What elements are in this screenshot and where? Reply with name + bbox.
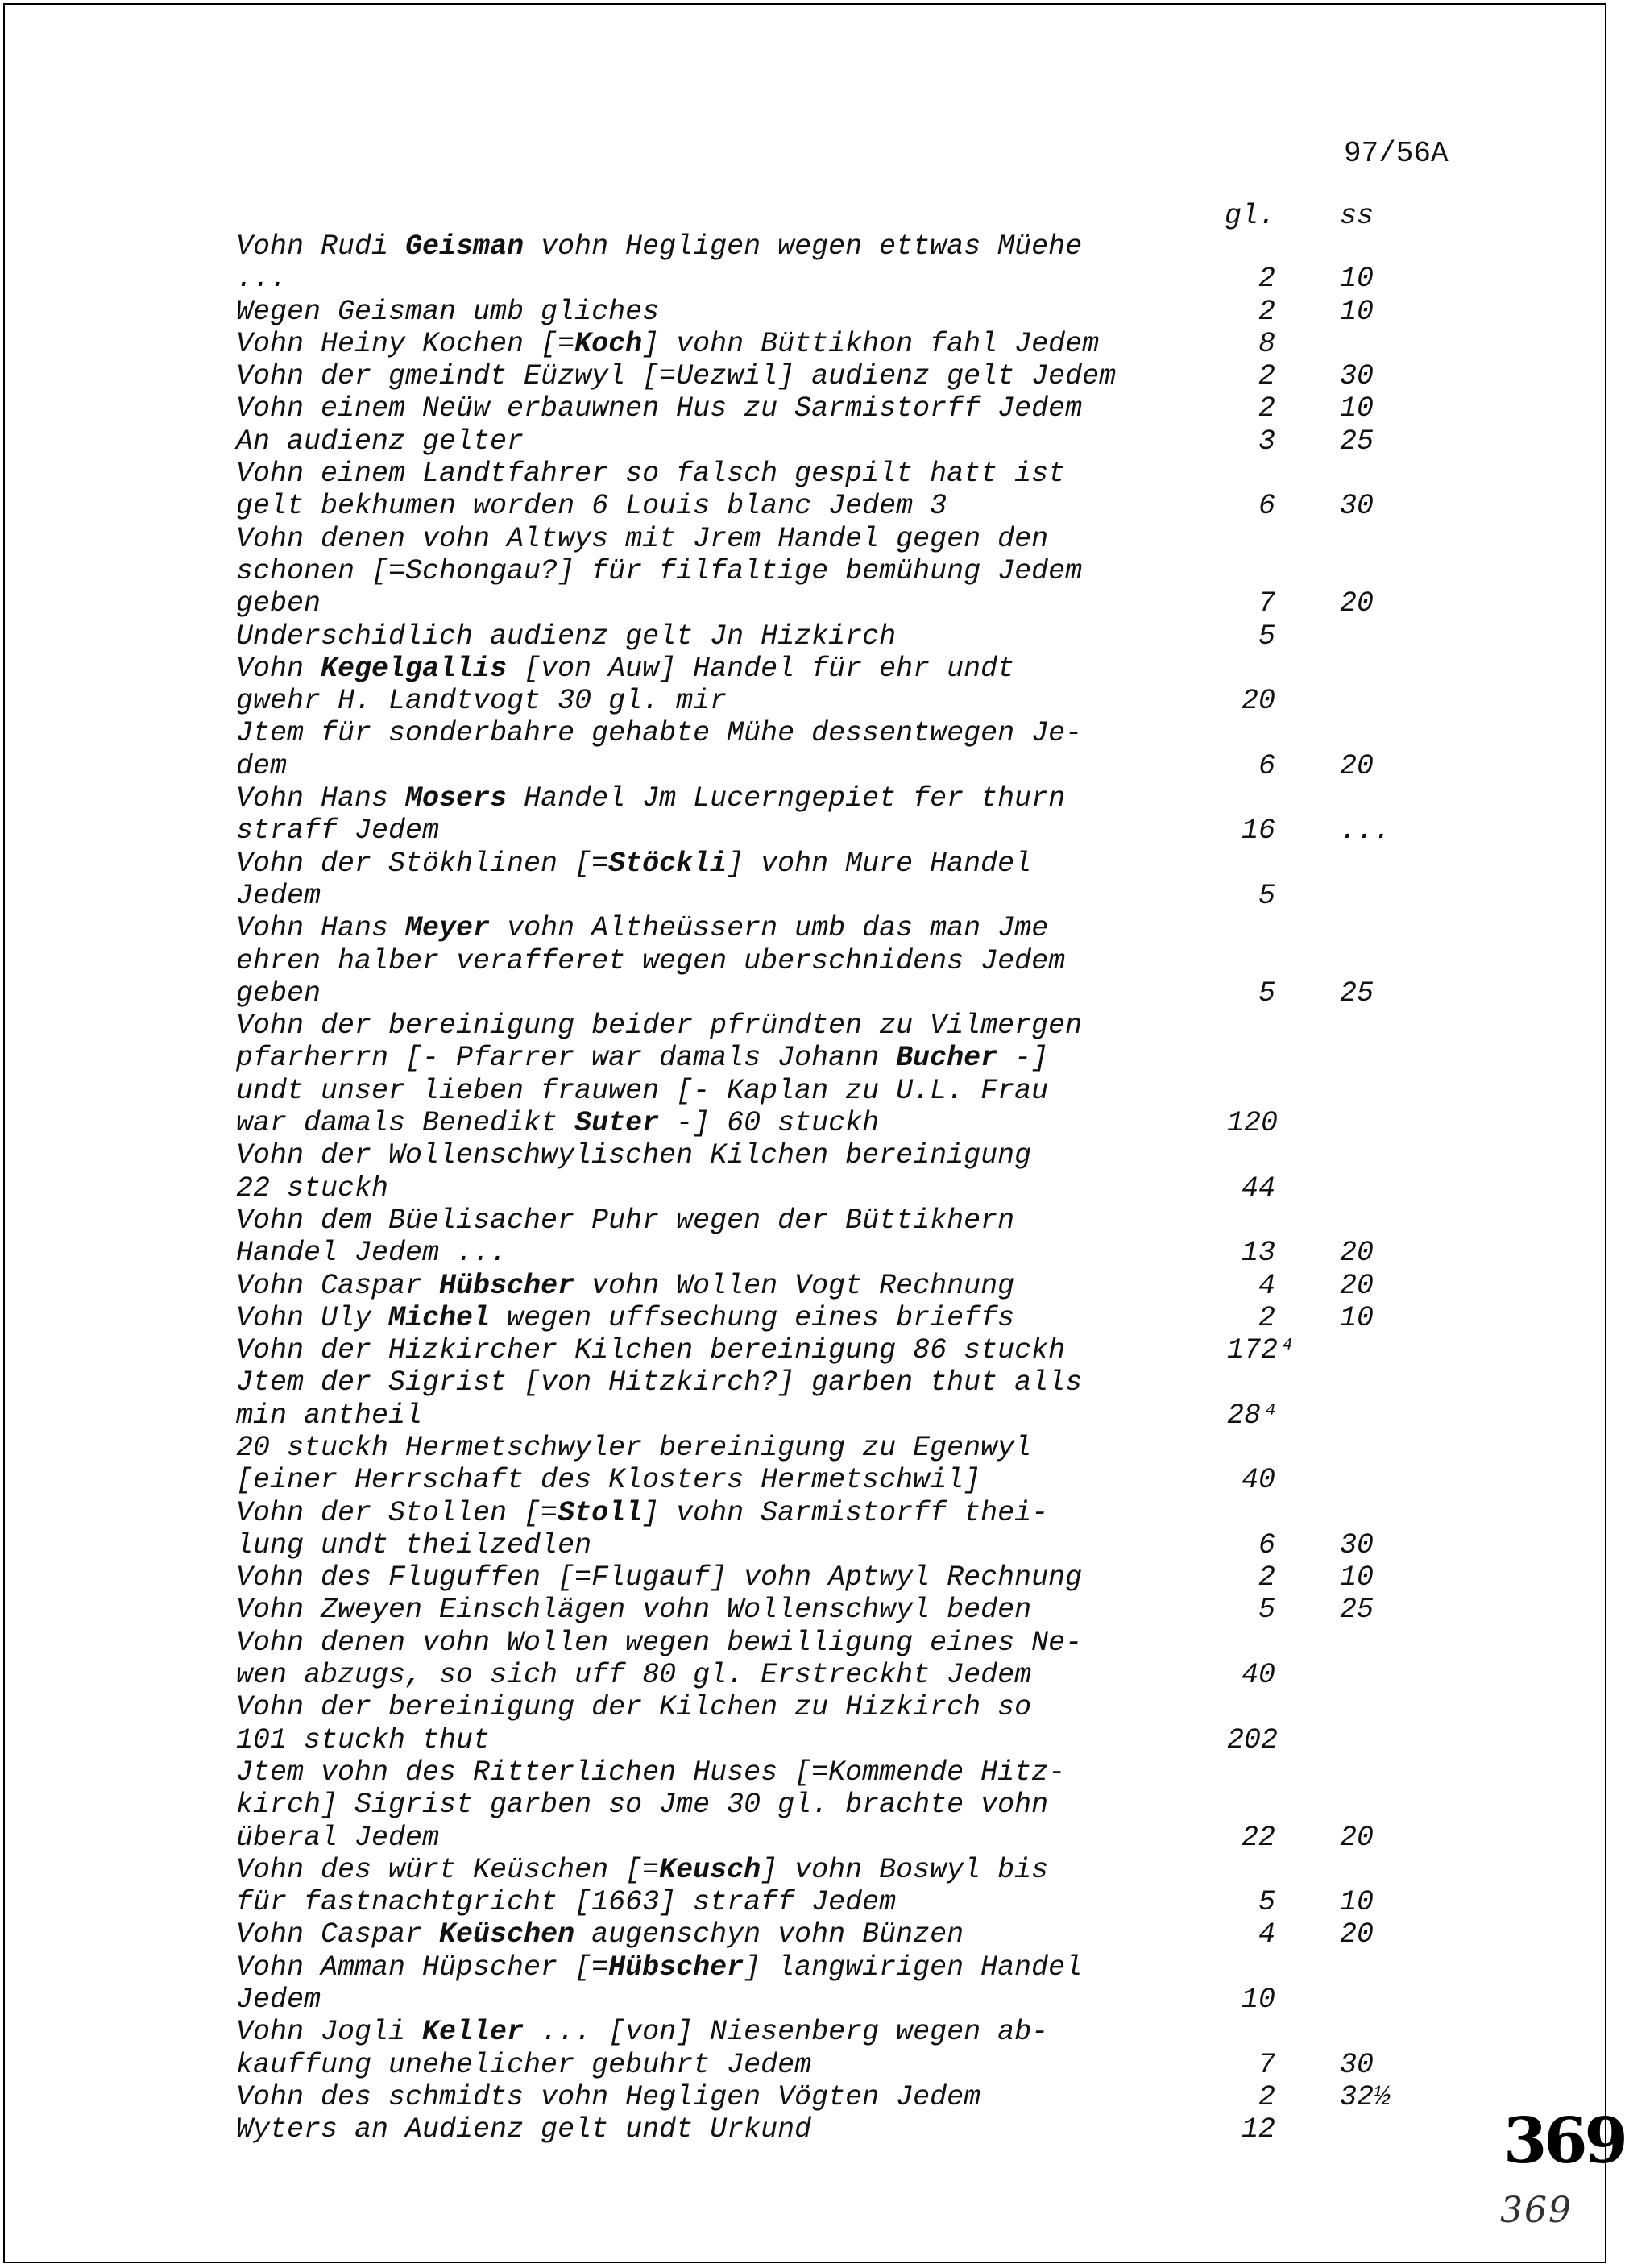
line-text-part: Vohn der bereinigung der Kilchen zu Hizkirch so: [236, 1691, 1032, 1724]
amount-gl: 7: [1258, 2048, 1275, 2081]
line-text: [236, 1366, 1082, 1399]
line-text-part: Vohn Caspar: [236, 1918, 440, 1951]
line-text-part: Vohn Heiny Kochen [=: [236, 327, 575, 360]
amount-ss: 30: [1340, 360, 1374, 393]
surname: Meyer: [405, 912, 491, 945]
line-text: [236, 1464, 980, 1496]
line-text-part: geben: [236, 587, 321, 620]
ledger-line: [236, 880, 1477, 912]
line-text-part: Vohn denen vohn Wollen wegen bewilligung eines Ne-: [236, 1626, 1083, 1659]
amount-gl: 6: [1258, 749, 1275, 782]
ledger-line: [236, 1854, 1477, 1886]
amount-gl: 5: [1258, 879, 1275, 912]
line-text: [236, 685, 727, 717]
amount-gl: 5: [1258, 620, 1275, 653]
ledger-line: [236, 1724, 1477, 1756]
amount-gl: 2: [1258, 295, 1275, 328]
surname: Hübscher: [439, 1269, 575, 1302]
line-text: [236, 1886, 896, 1918]
line-text-part: ... [von] Niesenberg wegen ab-: [524, 2016, 1049, 2049]
ledger-line: [236, 328, 1477, 360]
line-text-part: ...: [236, 263, 288, 296]
column-header-ss: ss: [1340, 200, 1374, 232]
line-text-part: Wyters an Audienz gelt undt Urkund: [236, 2113, 812, 2146]
surname: Geisman: [405, 230, 524, 263]
line-text-part: ] vohn Büttikhon fahl Jedem: [642, 327, 1100, 360]
ledger-line: [236, 1270, 1477, 1302]
line-text: [236, 587, 321, 620]
line-text-part: Vohn Hans: [236, 912, 406, 945]
line-text: [236, 1432, 1031, 1464]
ledger-line: [236, 1334, 1477, 1366]
surname: Stoll: [558, 1496, 643, 1529]
line-text: [236, 1270, 1014, 1302]
line-text-part: min antheil: [236, 1399, 423, 1432]
surname: Koch: [574, 327, 643, 360]
page-number-pencil: 369: [1500, 2190, 1573, 2231]
line-text: [236, 1756, 1065, 1789]
line-text: [236, 392, 1082, 425]
ledger-line: [236, 848, 1477, 880]
line-text: [236, 1627, 1082, 1659]
ledger-line: [236, 587, 1477, 620]
surname: Kegelgallis: [321, 652, 508, 685]
line-text: [236, 1204, 1014, 1237]
line-text-part: Vohn Caspar: [236, 1269, 440, 1302]
ledger-line: [236, 1659, 1477, 1691]
ledger-line: [236, 653, 1477, 685]
ledger-line: [236, 782, 1477, 815]
amount-gl: 2: [1258, 1561, 1275, 1594]
amount-ss: 25: [1340, 1594, 1374, 1627]
ledger-line: [236, 1497, 1477, 1529]
amount-ss: 20: [1340, 1918, 1374, 1951]
amount-gl: 2: [1258, 2080, 1275, 2113]
line-text-part: 101 stuckh thut: [236, 1723, 491, 1756]
line-text: [236, 912, 1048, 944]
line-text: [236, 230, 1082, 263]
amount-ss: 25: [1340, 425, 1374, 458]
line-text: [236, 1010, 1082, 1042]
line-text: [236, 945, 1065, 977]
line-text: [236, 1724, 490, 1756]
line-text-part: lung undt theilzedlen: [236, 1528, 592, 1561]
line-text: [236, 490, 947, 522]
line-text-part: wegen uffsechung eines brieffs: [490, 1301, 1015, 1334]
ledger-line: [236, 945, 1477, 977]
ledger-line: [236, 1432, 1477, 1464]
line-text: [236, 523, 1048, 555]
ledger-line: [236, 2016, 1477, 2048]
ledger-line: [236, 1107, 1477, 1139]
surname: Hübscher: [608, 1951, 744, 1984]
ledger-line: [236, 263, 1477, 295]
ledger-line: [236, 750, 1477, 782]
line-text: [236, 977, 321, 1010]
line-text: [236, 1042, 1048, 1074]
amount-gl: 40: [1241, 1659, 1275, 1692]
ledger-line: [236, 2081, 1477, 2113]
line-text: [236, 2113, 811, 2146]
line-text-part: Vohn des schmidts vohn Hegligen Vögten Jedem: [236, 2080, 981, 2113]
amount-gl: 28⁴: [1227, 1399, 1279, 1432]
line-text-part: augenschyn vohn Bünzen: [574, 1918, 964, 1951]
line-text: [236, 1399, 422, 1432]
line-text-part: Vohn Uly: [236, 1301, 389, 1334]
line-text-part: Vohn der Stollen [=: [236, 1496, 558, 1529]
amount-gl: 2: [1258, 360, 1275, 393]
line-text: [236, 555, 1082, 587]
line-text: [236, 2049, 811, 2081]
ledger-line: [236, 620, 1477, 653]
line-text-part: wen abzugs, so sich uff 80 gl. Erstreckht Jedem: [236, 1659, 1032, 1692]
line-text-part: Handel Jm Lucerngepiet fer thurn: [507, 782, 1066, 815]
ledger-line: [236, 1594, 1477, 1626]
line-text: [236, 1822, 439, 1854]
line-text-part: für fastnachtgricht [1663] straff Jedem: [236, 1886, 897, 1919]
surname: Bucher: [896, 1042, 998, 1075]
ledger-line: [236, 1822, 1477, 1854]
ledger-line: [236, 1561, 1477, 1594]
ledger-line: [236, 685, 1477, 717]
line-text: [236, 782, 1065, 815]
amount-ss: 20: [1340, 1821, 1374, 1854]
line-text-part: gwehr H. Landtvogt 30 gl. mir: [236, 685, 728, 718]
amount-gl: 172⁴: [1227, 1334, 1295, 1367]
line-text-part: Vohn denen vohn Altwys mit Jrem Handel gegen den: [236, 522, 1049, 555]
line-text: [236, 1334, 1065, 1366]
ledger-line: [236, 1918, 1477, 1951]
amount-ss: 10: [1340, 1301, 1374, 1334]
amount-gl: 40: [1241, 1464, 1275, 1497]
line-text: [236, 750, 287, 782]
surname: Keller: [422, 2016, 524, 2049]
document-number: 97/56A: [1344, 137, 1449, 170]
line-text-part: [von Auw] Handel für ehr undt: [507, 652, 1015, 685]
line-text-part: dem: [236, 749, 288, 782]
line-text: [236, 1561, 1082, 1594]
surname: Keüschen: [439, 1918, 575, 1951]
line-text: [236, 717, 1082, 749]
ledger-line: [236, 490, 1477, 522]
amount-gl: 2: [1258, 392, 1275, 425]
line-text: [236, 2081, 980, 2113]
amount-gl: 10: [1241, 1984, 1275, 2017]
line-text-part: ] vohn Sarmistorff thei-: [642, 1496, 1049, 1529]
line-text: [236, 328, 1099, 360]
amount-gl: 5: [1258, 1594, 1275, 1627]
amount-ss: 10: [1340, 392, 1374, 425]
amount-ss: 30: [1340, 2048, 1374, 2081]
line-text: [236, 2016, 1048, 2048]
ledger-line: [236, 717, 1477, 749]
amount-gl: 4: [1258, 1269, 1275, 1302]
line-text-part: Vohn einem Neüw erbauwnen Hus zu Sarmistorff Jedem: [236, 392, 1083, 425]
line-text: [236, 425, 524, 458]
amount-gl: 8: [1258, 327, 1275, 360]
line-text-part: Vohn dem Büelisacher Puhr wegen der Büttikhern: [236, 1204, 1015, 1237]
amount-gl: 12: [1241, 2113, 1275, 2146]
ledger-line: [236, 1172, 1477, 1204]
line-text-part: Jtem vohn des Ritterlichen Huses [=Kommende Hitz-: [236, 1756, 1066, 1789]
line-text-part: vohn Hegligen wegen ettwas Müehe: [524, 230, 1083, 263]
line-text-part: straff Jedem: [236, 815, 440, 848]
line-text-part: Vohn der bereinigung beider pfründten zu Vilmergen: [236, 1010, 1083, 1043]
line-text-part: Wegen Geisman umb gliches: [236, 295, 660, 328]
line-text-part: überal Jedem: [236, 1821, 440, 1854]
ledger-line: [236, 392, 1477, 425]
line-text-part: 20 stuckh Hermetschwyler bereinigung zu Egenwyl: [236, 1431, 1032, 1464]
line-text-part: Vohn: [236, 652, 321, 685]
amount-ss: 10: [1340, 263, 1374, 296]
amount-gl: 120: [1227, 1107, 1279, 1140]
line-text-part: Vohn Hans: [236, 782, 406, 815]
ledger-line: [236, 1627, 1477, 1659]
line-text-part: Vohn Zweyen Einschlägen vohn Wollenschwyl beden: [236, 1594, 1032, 1627]
surname: Keusch: [659, 1853, 761, 1886]
line-text-part: An audienz gelter: [236, 425, 524, 458]
line-text-part: Vohn des würt Keüschen [=: [236, 1853, 660, 1886]
line-text-part: -] 60 stuckh: [659, 1107, 880, 1140]
amount-gl: 6: [1258, 1528, 1275, 1561]
ledger-line: [236, 1204, 1477, 1237]
surname: Mosers: [405, 782, 508, 815]
amount-gl: 4: [1258, 1918, 1275, 1951]
line-text: [236, 653, 1014, 685]
line-text-part: schonen [=Schongau?] für filfaltige bemühung Jedem: [236, 554, 1083, 587]
line-text: [236, 1789, 1048, 1821]
line-text-part: war damals Benedikt: [236, 1107, 575, 1140]
ledger-line: [236, 1951, 1477, 1984]
ledger-line: [236, 1366, 1477, 1399]
line-text-part: Vohn des Fluguffen [=Flugauf] vohn Aptwyl Rechnung: [236, 1561, 1083, 1594]
line-text-part: geben: [236, 976, 321, 1010]
amount-ss: 20: [1340, 749, 1374, 782]
line-text-part: pfarherrn [- Pfarrer war damals Johann: [236, 1042, 897, 1075]
ledger-line: [236, 1399, 1477, 1432]
ledger-line: [236, 1529, 1477, 1561]
line-text: [236, 1302, 1014, 1334]
amount-gl: 2: [1258, 263, 1275, 296]
line-text-part: Vohn der Hizkircher Kilchen bereinigung 86 stuckh: [236, 1334, 1066, 1367]
line-text-part: ] vohn Boswyl bis: [761, 1853, 1049, 1886]
amount-ss: 32½: [1340, 2080, 1391, 2113]
line-text: [236, 1691, 1031, 1723]
line-text-part: Jtem für sonderbahre gehabte Mühe dessentwegen Je-: [236, 717, 1083, 750]
ledger-line: [236, 425, 1477, 458]
line-text: [236, 1594, 1031, 1626]
line-text-part: Vohn der Stökhlinen [=: [236, 847, 609, 880]
amount-gl: 16: [1241, 815, 1275, 848]
amount-gl: 202: [1227, 1723, 1279, 1756]
amount-ss: 10: [1340, 1886, 1374, 1919]
surname: Suter: [574, 1107, 660, 1140]
line-text-part: Vohn einem Landtfahrer so falsch gespilt hatt ist: [236, 458, 1066, 491]
amount-ss: 10: [1340, 295, 1374, 328]
amount-ss: 30: [1340, 1528, 1374, 1561]
ledger-line: [236, 1042, 1477, 1074]
surname: Stöckli: [608, 847, 728, 880]
amount-ss: 20: [1340, 1269, 1374, 1302]
line-text: [236, 1497, 1048, 1529]
line-text-part: Jedem: [236, 1984, 321, 2017]
amount-gl: 20: [1241, 685, 1275, 718]
surname: Michel: [388, 1301, 491, 1334]
line-text-part: ehren halber verafferet wegen uberschnidens Jedem: [236, 944, 1066, 977]
line-text: [236, 880, 321, 912]
amount-ss: 20: [1340, 1237, 1374, 1270]
ledger-line: [236, 1984, 1477, 2016]
ledger-entries: [236, 230, 1477, 2146]
amount-ss: 25: [1340, 976, 1374, 1010]
line-text-part: vohn Altheüssern umb das man Jme: [490, 912, 1049, 945]
ledger-line: [236, 1464, 1477, 1496]
line-text-part: Vohn der gmeindt Eüzwyl [=Uezwil] audienz gelt Jedem: [236, 360, 1117, 393]
line-text: [236, 1951, 1082, 1984]
amount-gl: 6: [1258, 490, 1275, 523]
ledger-line: [236, 1789, 1477, 1821]
line-text-part: Handel Jedem ...: [236, 1237, 508, 1270]
line-text: [236, 1984, 321, 2016]
line-text-part: Underschidlich audienz gelt Jn Hizkirch: [236, 620, 897, 653]
line-text-part: -]: [997, 1042, 1049, 1075]
ledger-line: [236, 296, 1477, 328]
amount-gl: 7: [1258, 587, 1275, 620]
line-text-part: Jedem: [236, 879, 321, 912]
ledger-line: [236, 1075, 1477, 1107]
ledger-line: [236, 2113, 1477, 2146]
line-text-part: Jtem der Sigrist [von Hitzkirch?] garben thut alls: [236, 1366, 1083, 1399]
line-text: [236, 1918, 964, 1951]
line-text-part: Vohn der Wollenschwylischen Kilchen bereinigung: [236, 1139, 1032, 1172]
line-text-part: Vohn Rudi: [236, 230, 406, 263]
amount-gl: 2: [1258, 1301, 1275, 1334]
line-text: [236, 1237, 507, 1269]
amount-gl: 3: [1258, 425, 1275, 458]
line-text-part: kauffung unehelicher gebuhrt Jedem: [236, 2048, 812, 2081]
line-text: [236, 360, 1116, 392]
line-text: [236, 1075, 1048, 1107]
page-number-stamp: 369: [1503, 2104, 1625, 2178]
line-text: [236, 1529, 591, 1561]
line-text-part: ] vohn Mure Handel: [727, 847, 1032, 880]
ledger-line: [236, 1302, 1477, 1334]
ledger-line: [236, 1756, 1477, 1789]
line-text-part: 22 stuckh: [236, 1171, 389, 1204]
line-text-part: undt unser lieben frauwen [- Kaplan zu U.L. Frau: [236, 1074, 1049, 1107]
line-text: [236, 1139, 1031, 1171]
amount-ss: 20: [1340, 587, 1374, 620]
ledger-line: [236, 523, 1477, 555]
line-text-part: Vohn Amman Hüpscher [=: [236, 1951, 609, 1984]
ledger-line: [236, 555, 1477, 587]
ledger-line: [236, 458, 1477, 490]
column-header-gl: gl.: [1225, 200, 1276, 232]
ledger-line: [236, 230, 1477, 263]
ledger-line: [236, 1139, 1477, 1171]
ledger-line: [236, 1691, 1477, 1723]
line-text: [236, 848, 1031, 880]
line-text: [236, 458, 1065, 490]
ledger-line: [236, 2049, 1477, 2081]
amount-gl: 22: [1241, 1821, 1275, 1854]
line-text: [236, 296, 659, 328]
line-text-part: gelt bekhumen worden 6 Louis blanc Jedem 3: [236, 490, 947, 523]
line-text-part: Vohn Jogli: [236, 2016, 423, 2049]
amount-ss: 30: [1340, 490, 1374, 523]
line-text: [236, 815, 439, 847]
line-text-part: [einer Herrschaft des Klosters Hermetschwil]: [236, 1464, 981, 1497]
line-text: [236, 1107, 879, 1139]
amount-gl: 5: [1258, 1886, 1275, 1919]
ledger-line: [236, 815, 1477, 847]
line-text: [236, 1854, 1048, 1886]
ledger-line: [236, 1237, 1477, 1269]
line-text-part: kirch] Sigrist garben so Jme 30 gl. brachte vohn: [236, 1789, 1049, 1822]
ledger-line: [236, 1886, 1477, 1918]
ledger-line: [236, 912, 1477, 944]
ledger-line: [236, 1010, 1477, 1042]
line-text: [236, 620, 896, 653]
line-text: [236, 1172, 388, 1204]
ledger-line: [236, 977, 1477, 1010]
line-text-part: vohn Wollen Vogt Rechnung: [574, 1269, 1015, 1302]
line-text: [236, 1659, 1031, 1691]
ledger-line: [236, 360, 1477, 392]
line-text-part: ] langwirigen Handel: [744, 1951, 1083, 1984]
line-text: [236, 263, 287, 295]
amount-ss: ...: [1340, 815, 1391, 848]
amount-gl: 13: [1241, 1237, 1275, 1270]
amount-gl: 5: [1258, 976, 1275, 1010]
amount-ss: 10: [1340, 1561, 1374, 1594]
amount-gl: 44: [1241, 1171, 1275, 1204]
